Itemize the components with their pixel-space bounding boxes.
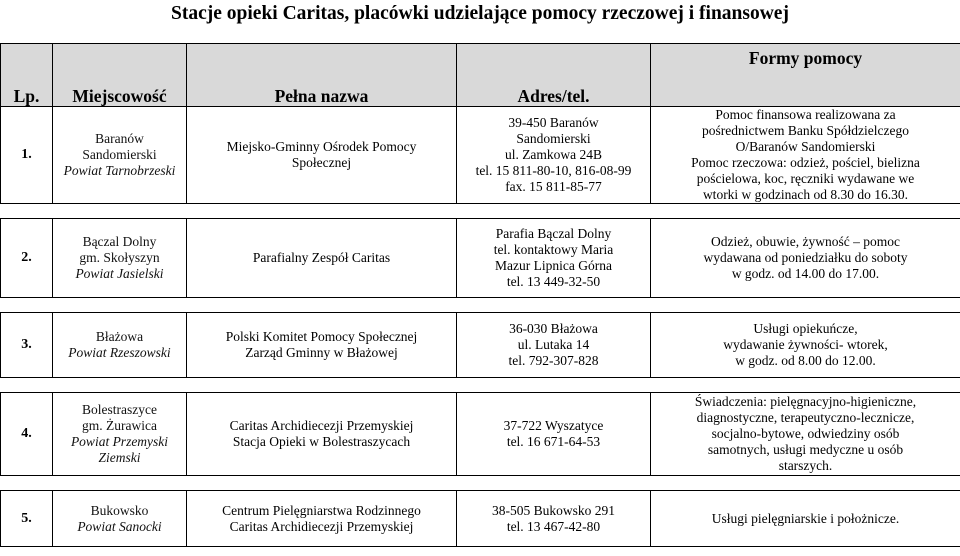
city-line: Sandomierski	[82, 147, 157, 162]
header-lp: Lp.	[1, 44, 53, 107]
row-lp: 1.	[1, 107, 53, 204]
spacer-cell	[457, 298, 651, 313]
spacer-cell	[53, 298, 187, 313]
row-spacer	[1, 476, 960, 491]
forms-line: samotnych, usługi medyczne u osób	[707, 442, 904, 457]
address-line: tel. kontaktowy Maria	[493, 242, 614, 257]
forms-line: wtorki w godzinach od 8.30 do 16.30.	[702, 187, 909, 202]
forms-line: Usługi pielęgniarskie i położnicze.	[711, 510, 900, 526]
spacer-cell	[1, 476, 53, 491]
row-spacer	[1, 298, 960, 313]
page-title: Stacje opieki Caritas, placówki udzielające pomocy rzeczowej i finansowej	[171, 3, 789, 24]
header-forms: Formy pomocy	[651, 44, 960, 107]
forms-line: wydawana od poniedziałku do soboty	[703, 250, 908, 265]
name-line: Caritas Archidiecezji Przemyskiej	[229, 518, 414, 534]
row-address	[457, 107, 651, 204]
address-line: Sandomierski	[516, 131, 591, 146]
forms-line: wydawanie żywności- wtorek,	[723, 337, 888, 352]
header-row	[1, 44, 960, 107]
address-line: fax. 15 811-85-77	[505, 179, 602, 194]
spacer-cell	[457, 476, 651, 491]
address-line: Parafia Bączal Dolny	[495, 226, 612, 241]
forms-line: Usługi opiekuńcze,	[753, 321, 858, 336]
row-lp: 2.	[1, 219, 53, 298]
forms-line: pościelowa, koc, ręczniki wydawane we	[696, 171, 915, 186]
header-name: Pełna nazwa	[187, 44, 457, 107]
row-lp: 3.	[1, 313, 53, 378]
spacer-cell	[53, 476, 187, 491]
spacer-cell	[457, 204, 651, 219]
forms-line: diagnostyczne, terapeutyczno-lecznicze,	[696, 410, 915, 425]
row-name	[187, 393, 457, 476]
forms-line: w godz. od 14.00 do 17.00.	[731, 266, 880, 281]
name-line: Stacja Opieki w Bolestraszycach	[232, 434, 411, 449]
name-line: Polski Komitet Pomocy Społecznej	[225, 329, 418, 344]
forms-line: Świadczenia: pielęgnacyjno-higieniczne,	[694, 394, 917, 409]
row-spacer	[1, 378, 960, 393]
header-address: Adres/tel.	[457, 44, 651, 107]
name-line: Miejsko-Gminny Ośrodek Pomocy	[226, 139, 417, 154]
city-line: Bączal Dolny	[82, 234, 157, 249]
spacer-cell	[1, 378, 53, 393]
spacer-cell	[457, 378, 651, 393]
caritas-table	[0, 43, 960, 547]
address-line: tel. 16 671-64-53	[506, 434, 601, 449]
county-line: Powiat Przemyski Ziemski	[70, 434, 169, 465]
spacer-cell	[187, 378, 457, 393]
city-line: gm. Skołyszyn	[79, 250, 160, 265]
row-name	[187, 219, 457, 298]
spacer-cell	[1, 298, 53, 313]
header-city: Miejscowość	[53, 44, 187, 107]
city-line: Bukowsko	[90, 502, 149, 518]
forms-line: Pomoc finansowa realizowana za	[715, 107, 896, 122]
row-forms	[651, 313, 960, 378]
row-city	[53, 491, 187, 547]
spacer-cell	[1, 204, 53, 219]
forms-line: socjalno-bytowe, odwiedziny osób	[711, 426, 900, 441]
city-line: Błażowa	[95, 329, 144, 344]
row-address	[457, 313, 651, 378]
address-line: 39-450 Baranów	[508, 115, 599, 130]
row-name	[187, 313, 457, 378]
row-city	[53, 107, 187, 204]
name-line: Społecznej	[291, 155, 352, 170]
table-row	[1, 393, 960, 476]
address-line: tel. 13 467-42-80	[506, 518, 601, 534]
row-address	[457, 219, 651, 298]
address-line: ul. Lutaka 14	[517, 337, 590, 352]
forms-line: pośrednictwem Banku Spółdzielczego	[702, 123, 909, 138]
forms-line: starszych.	[778, 458, 833, 473]
address-line: 36-030 Błażowa	[509, 321, 598, 336]
row-address	[457, 393, 651, 476]
address-line: tel. 792-307-828	[508, 353, 599, 368]
table-row	[1, 491, 960, 547]
forms-line: O/Baranów Sandomierski	[735, 139, 876, 154]
spacer-cell	[651, 476, 960, 491]
county-line: Powiat Sanocki	[77, 518, 162, 534]
county-line: Powiat Tarnobrzeski	[63, 163, 176, 178]
spacer-cell	[53, 378, 187, 393]
forms-line: Odzież, obuwie, żywność – pomoc	[711, 234, 900, 249]
name-line: Zarząd Gminny w Błażowej	[245, 345, 398, 360]
table-row	[1, 313, 960, 378]
spacer-cell	[651, 298, 960, 313]
address-line: ul. Zamkowa 24B	[504, 147, 603, 162]
name-line: Centrum Pielęgniarstwa Rodzinnego	[222, 502, 421, 518]
table-row	[1, 219, 960, 298]
spacer-cell	[53, 204, 187, 219]
row-forms	[651, 491, 960, 547]
row-forms	[651, 219, 960, 298]
county-line: Powiat Rzeszowski	[68, 345, 171, 360]
row-city	[53, 219, 187, 298]
spacer-cell	[187, 476, 457, 491]
spacer-cell	[651, 378, 960, 393]
row-spacer	[1, 204, 960, 219]
row-name	[187, 491, 457, 547]
row-address	[457, 491, 651, 547]
row-forms	[651, 107, 960, 204]
county-line: Powiat Jasielski	[75, 266, 164, 281]
spacer-cell	[651, 204, 960, 219]
row-city	[53, 393, 187, 476]
address-line: 37-722 Wyszatyce	[503, 418, 604, 433]
address-line: tel. 15 811-80-10, 816-08-99	[475, 163, 632, 178]
row-lp: 4.	[1, 393, 53, 476]
row-forms	[651, 393, 960, 476]
city-line: Baranów	[95, 131, 144, 146]
name-line: Caritas Archidiecezji Przemyskiej	[229, 418, 414, 433]
spacer-cell	[187, 298, 457, 313]
table-row	[1, 107, 960, 204]
row-lp: 5.	[1, 491, 53, 547]
address-line: 38-505 Bukowsko 291	[491, 502, 615, 518]
address-line: Mazur Lipnica Górna	[495, 258, 612, 273]
city-line: gm. Żurawica	[82, 418, 157, 433]
forms-line: Pomoc rzeczowa: odzież, pościel, bielizna	[691, 155, 920, 170]
name-line: Parafialny Zespół Caritas	[252, 250, 391, 265]
row-name	[187, 107, 457, 204]
city-line: Bolestraszyce	[82, 402, 157, 417]
row-city	[53, 313, 187, 378]
address-line: tel. 13 449-32-50	[506, 274, 601, 289]
spacer-cell	[187, 204, 457, 219]
forms-line: w godz. od 8.00 do 12.00.	[735, 353, 876, 368]
